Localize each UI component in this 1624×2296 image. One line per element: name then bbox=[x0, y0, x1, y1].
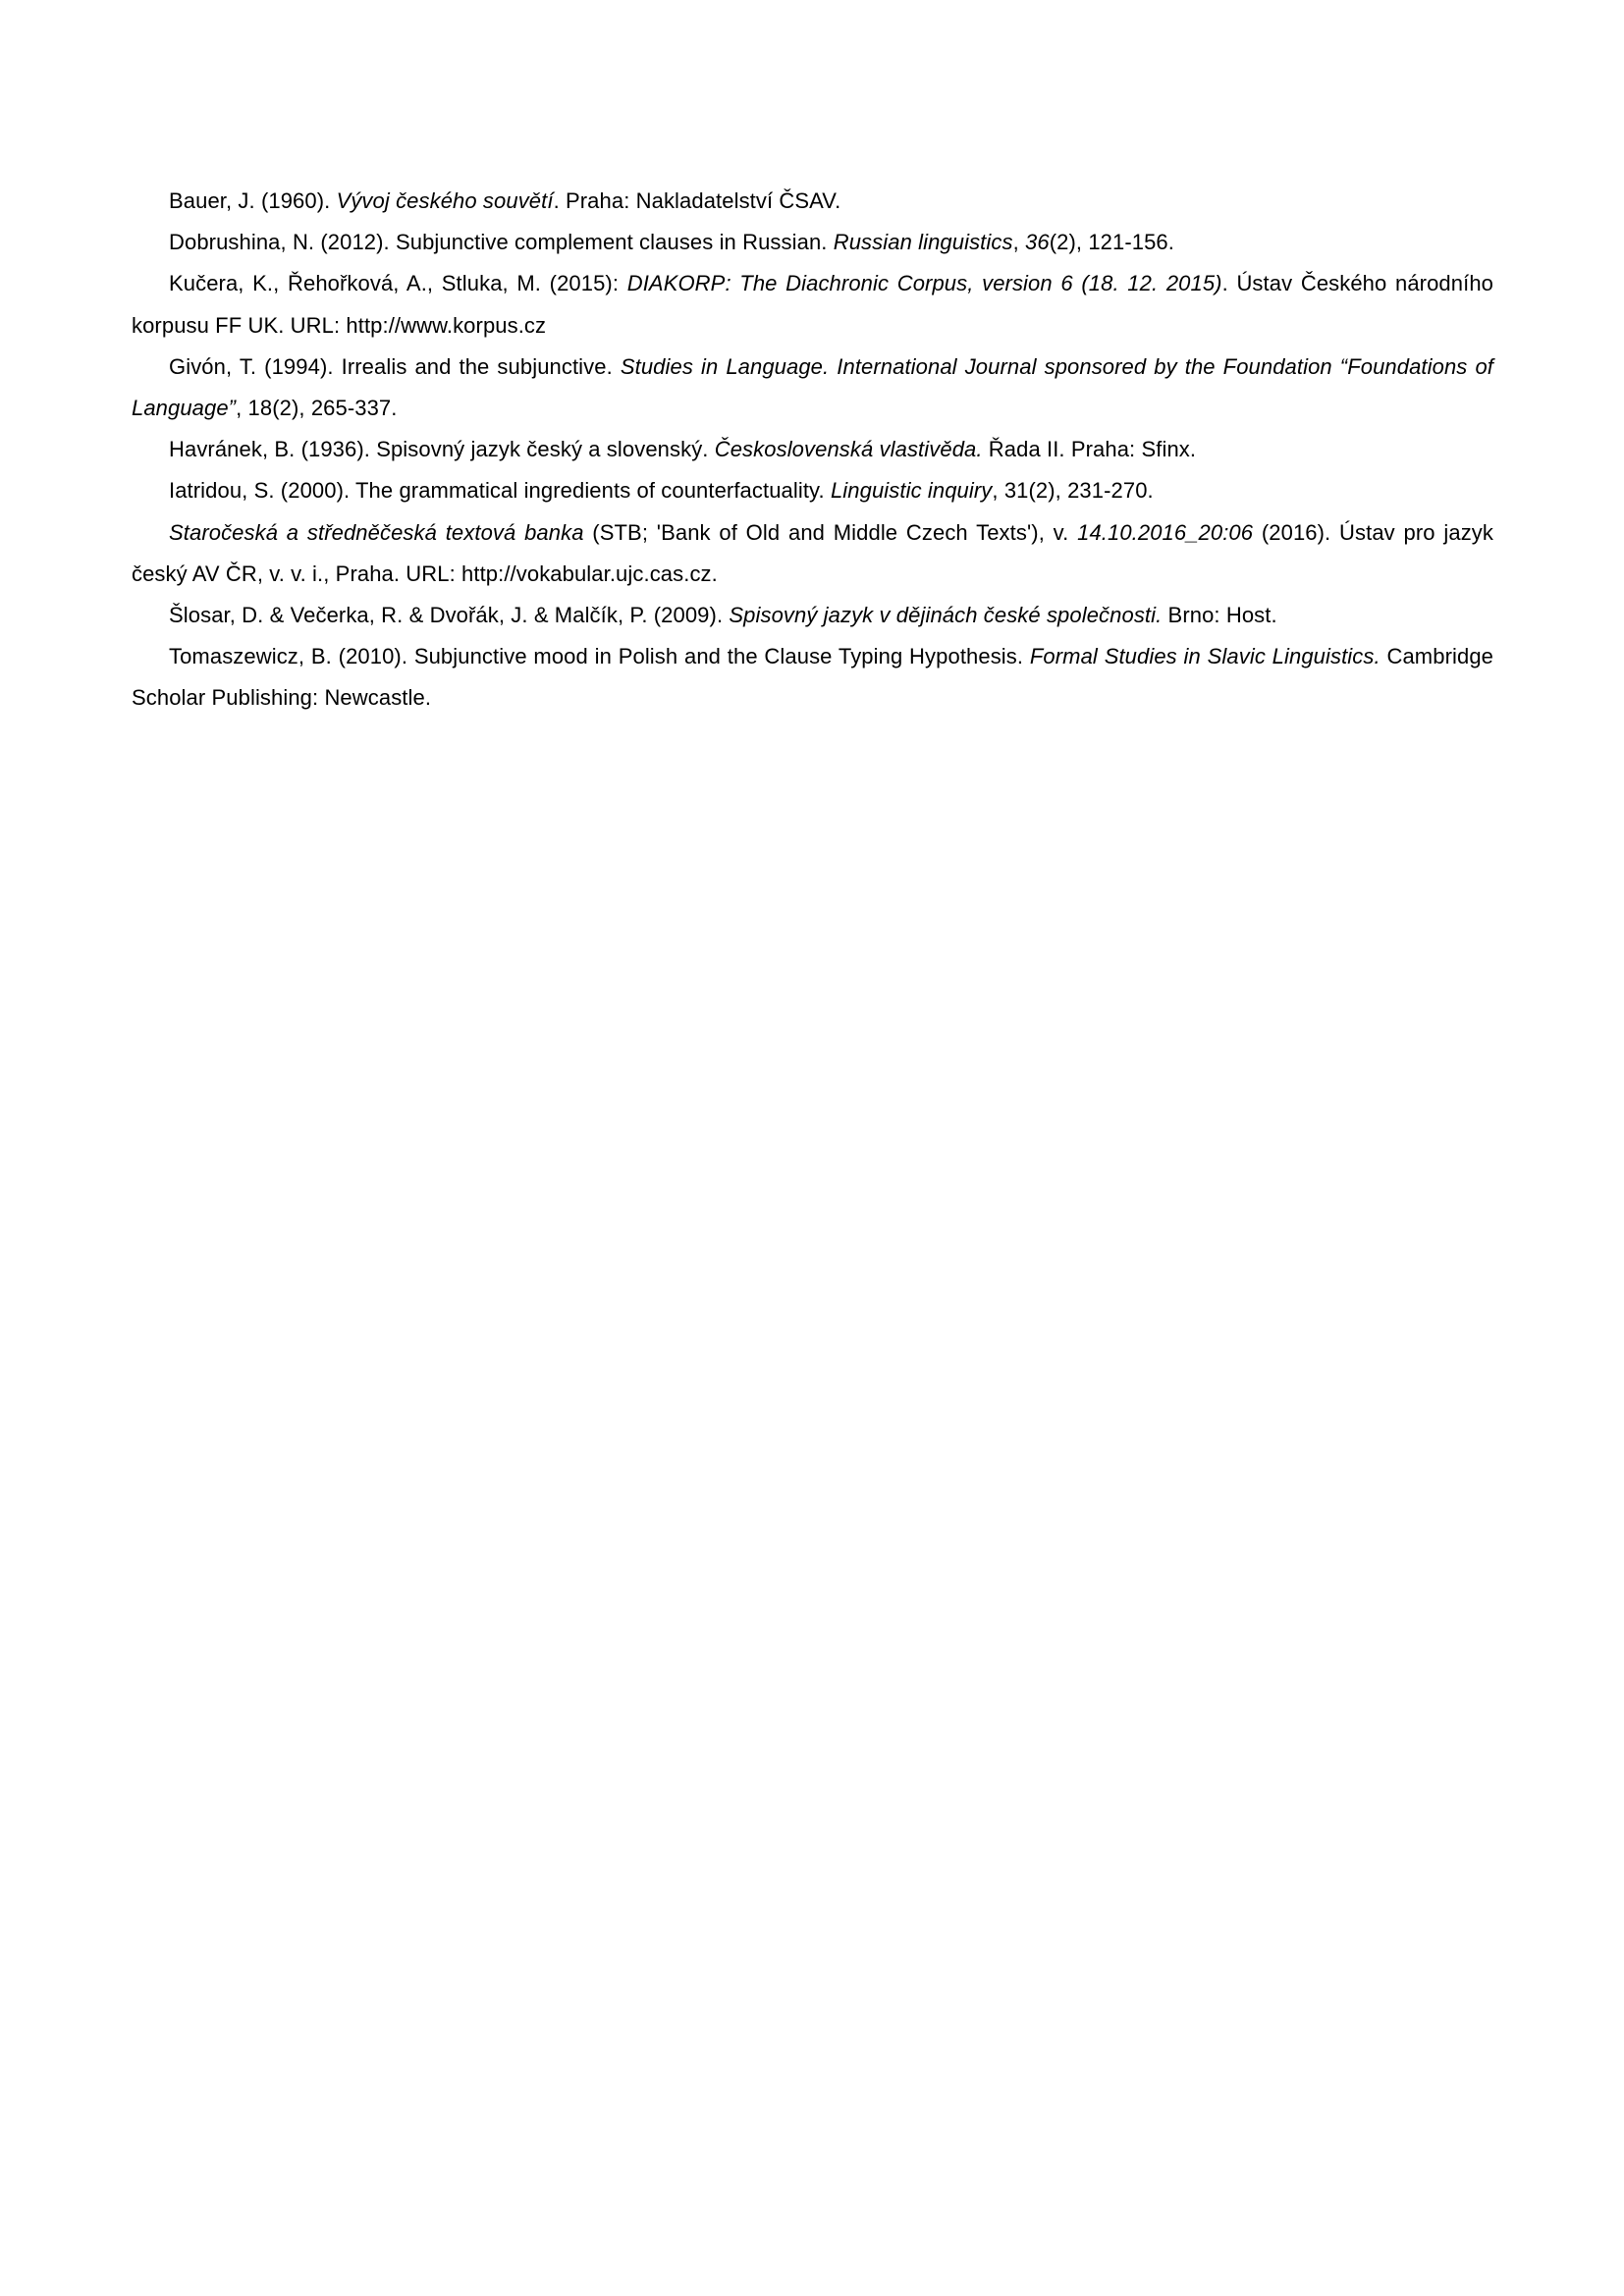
reference-italic-segment: Československá vlastivěda. bbox=[714, 437, 983, 462]
reference-entry bbox=[132, 636, 1493, 719]
reference-entry bbox=[132, 429, 1493, 470]
reference-text-segment: Bauer, J. (1960). bbox=[169, 188, 337, 213]
reference-italic-segment: Russian linguistics bbox=[833, 230, 1013, 255]
reference-entry bbox=[132, 263, 1493, 346]
reference-italic-segment: DIAKORP: The Diachronic Corpus, version 6 (18. 12. 2015) bbox=[626, 271, 1222, 296]
reference-text-segment: Kučera, K., Řehořková, A., Stluka, M. (2015): bbox=[169, 271, 627, 296]
references-list bbox=[132, 181, 1493, 720]
reference-text-segment: Givón, T. (1994). Irrealis and the subjunctive. bbox=[169, 353, 621, 379]
reference-italic-segment: Vývoj českého souvětí bbox=[336, 188, 554, 213]
reference-text-segment: Dobrushina, N. (2012). Subjunctive complement clauses in Russian. bbox=[169, 230, 834, 255]
reference-italic-segment: 36 bbox=[1025, 230, 1050, 255]
reference-italic-segment: Formal Studies in Slavic Linguistics. bbox=[1029, 644, 1380, 669]
reference-text-segment: (STB; 'Bank of Old and Middle Czech Texts'), v. bbox=[583, 519, 1078, 545]
reference-italic-segment: Spisovný jazyk v dějinách české společnosti. bbox=[729, 603, 1163, 628]
reference-text-segment: Brno: Host. bbox=[1162, 603, 1277, 628]
reference-entry bbox=[132, 512, 1493, 595]
reference-text-segment: . Praha: Nakladatelství ČSAV. bbox=[553, 188, 841, 213]
reference-entry bbox=[132, 181, 1493, 222]
reference-entry bbox=[132, 470, 1493, 511]
reference-entry bbox=[132, 222, 1493, 263]
reference-italic-segment: Studies in Language. International Journal sponsored by the Foundation “Foundations of Language” bbox=[132, 353, 1493, 421]
reference-text-segment: , 31(2), 231-270. bbox=[992, 478, 1154, 504]
reference-text-segment: , bbox=[1012, 230, 1026, 255]
reference-italic-segment: Staročeská a středněčeská textová banka bbox=[169, 519, 584, 545]
reference-italic-segment: 14.10.2016_20:06 bbox=[1077, 519, 1254, 545]
reference-text-segment: (2), 121-156. bbox=[1049, 230, 1174, 255]
reference-text-segment: Havránek, B. (1936). Spisovný jazyk český a slovenský. bbox=[169, 437, 715, 462]
reference-italic-segment: Linguistic inquiry bbox=[830, 478, 993, 504]
reference-entry bbox=[132, 595, 1493, 636]
reference-text-segment: (2016). Ústav pro jazyk český AV ČR, v. v. i., Praha. URL: http://vokabular.ujc.cas.cz. bbox=[132, 519, 1493, 586]
reference-text-segment: Tomaszewicz, B. (2010). Subjunctive mood in Polish and the Clause Typing Hypothesis. bbox=[169, 644, 1030, 669]
reference-text-segment: . Ústav Českého národního korpusu FF UK. URL: http://www.korpus.cz bbox=[132, 271, 1493, 338]
reference-text-segment: Cambridge Scholar Publishing: Newcastle. bbox=[132, 644, 1493, 711]
reference-text-segment: Řada II. Praha: Sfinx. bbox=[982, 437, 1197, 462]
reference-entry bbox=[132, 347, 1493, 429]
reference-text-segment: Šlosar, D. & Večerka, R. & Dvořák, J. & Malčík, P. (2009). bbox=[169, 603, 730, 628]
reference-text-segment: Iatridou, S. (2000). The grammatical ingredients of counterfactuality. bbox=[169, 478, 831, 504]
reference-text-segment: , 18(2), 265-337. bbox=[236, 396, 398, 421]
